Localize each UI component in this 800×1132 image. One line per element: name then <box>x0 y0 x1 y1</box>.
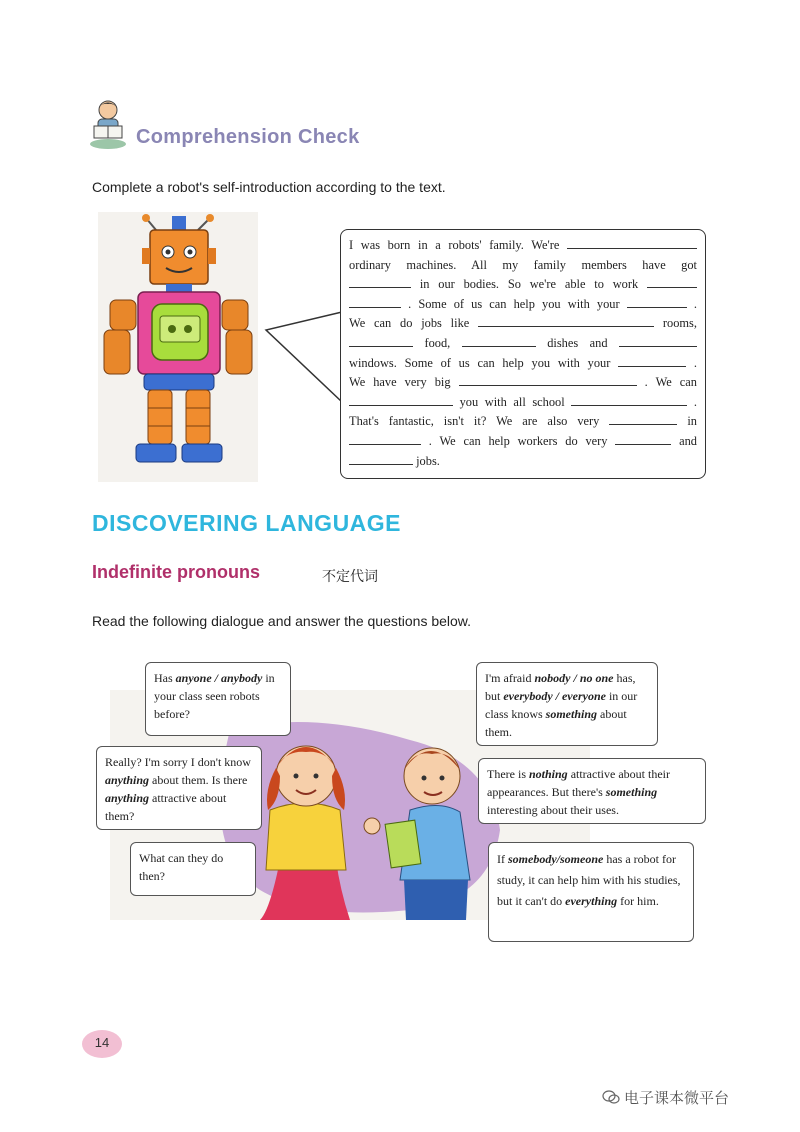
textbox-line <box>349 295 697 315</box>
textbox-text: . <box>693 355 697 370</box>
robot-illustration <box>98 212 258 482</box>
boy-reading-icon <box>88 98 130 150</box>
textbox-text: food, <box>424 335 451 350</box>
blank-line[interactable] <box>615 432 671 445</box>
speech-bubble-girl-3: What can they do then? <box>130 842 256 896</box>
blank-line[interactable] <box>349 452 413 465</box>
blank-line[interactable] <box>349 334 413 347</box>
blank-line[interactable] <box>478 314 654 327</box>
textbox-line <box>349 432 697 452</box>
watermark-text: 电子课本微平台 <box>624 1090 730 1107</box>
blank-line[interactable] <box>609 412 677 425</box>
blank-line[interactable] <box>459 373 637 386</box>
blank-line[interactable] <box>571 393 687 406</box>
subsection-chinese-title: 不定代词 <box>322 568 378 584</box>
blank-line[interactable] <box>647 275 697 288</box>
blank-line[interactable] <box>349 393 453 406</box>
textbox-line <box>349 256 697 276</box>
speech-pointer <box>262 310 346 406</box>
self-introduction-textbox <box>340 229 706 479</box>
speech-bubble-girl-1: Has anyone / anybody in your class seen robots before? <box>145 662 291 736</box>
textbox-line <box>349 334 697 354</box>
dialogue-instruction: Read the following dialogue and answer the questions below. <box>92 613 472 629</box>
blank-line[interactable] <box>462 334 536 347</box>
textbox-text: . <box>693 296 697 311</box>
speech-bubble-boy-2: There is nothing attractive about their appearances. But there's something interesting about their uses. <box>478 758 706 824</box>
textbox-text: in our bodies. So we're able to work <box>419 277 639 292</box>
textbox-text: windows. Some of us can help you with your <box>349 355 611 370</box>
textbox-text: . We can help workers do very <box>428 433 608 448</box>
blank-line[interactable] <box>349 432 421 445</box>
blank-line[interactable] <box>627 295 687 308</box>
instruction-text: Complete a robot's self-introduction according to the text. <box>92 179 446 195</box>
textbox-text: jobs. <box>416 453 440 468</box>
blank-line[interactable] <box>619 334 697 347</box>
wechat-icon <box>602 1088 620 1106</box>
blank-line[interactable] <box>567 236 697 249</box>
textbox-text: and <box>679 433 697 448</box>
textbox-text: I was born in a robots' family. We're <box>349 238 560 252</box>
textbox-line <box>349 275 697 295</box>
textbox-text: . <box>693 394 697 409</box>
section-title: DISCOVERING LANGUAGE <box>92 510 402 536</box>
speech-bubble-boy-3: If somebody/someone has a robot for study, it can help him with his studies, but it can't do everything for him. <box>488 842 694 942</box>
textbox-line <box>349 314 697 334</box>
speech-bubble-girl-2: Really? I'm sorry I don't know anything about them. Is there anything attractive about them? <box>96 746 262 830</box>
subsection-title: Indefinite pronouns <box>92 562 260 582</box>
page-number: 14 <box>82 1030 122 1058</box>
textbox-text: rooms, <box>662 316 697 331</box>
blank-line[interactable] <box>618 354 686 367</box>
comprehension-check-title: Comprehension Check <box>136 126 360 148</box>
speech-bubble-boy-1: I'm afraid nobody / no one has, but everybody / everyone in our class knows something about them. <box>476 662 658 746</box>
textbox-text: That's fantastic, isn't it? We are also very <box>349 414 600 429</box>
textbox-line <box>349 236 697 256</box>
textbox-text: . Some of us can help you with your <box>408 296 620 311</box>
textbox-line <box>349 354 697 374</box>
textbox-text: in <box>687 414 697 429</box>
textbox-text: We have very big <box>349 375 451 390</box>
blank-line[interactable] <box>349 275 411 288</box>
textbox-text: We can do jobs like <box>349 316 470 331</box>
textbox-line <box>349 452 697 472</box>
blank-line[interactable] <box>349 295 401 308</box>
textbox-line <box>349 373 697 393</box>
textbox-line <box>349 412 697 432</box>
textbox-text: . We can <box>644 375 698 390</box>
textbox-text: ordinary machines. All my family members have got <box>349 257 697 272</box>
textbox-line <box>349 393 697 413</box>
textbox-text: dishes and <box>547 335 608 350</box>
textbox-text: you with all school <box>459 394 565 409</box>
